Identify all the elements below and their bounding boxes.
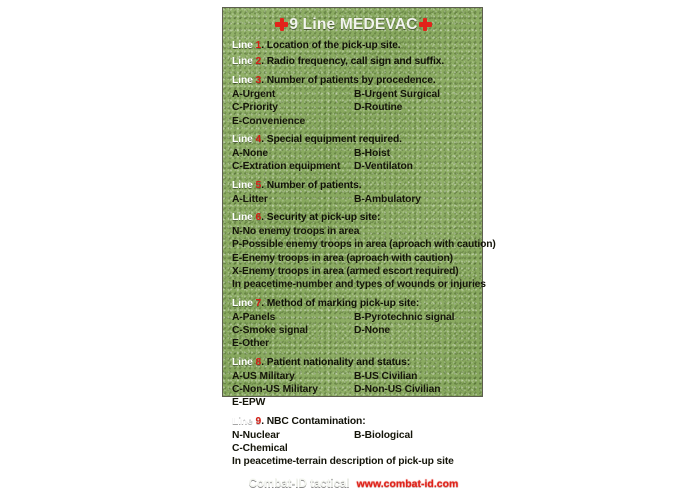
- option-row: [232, 115, 475, 128]
- option-a: N-Nuclear: [232, 429, 280, 441]
- option-single: P-Possible enemy troops in area (aproach with caution): [232, 239, 496, 251]
- option-b: D-Ventilaton: [354, 161, 413, 173]
- line-item-7: [232, 298, 475, 351]
- option-a: E-Other: [232, 338, 270, 350]
- card-footer: [232, 475, 475, 491]
- line-9-heading: [232, 416, 475, 429]
- option-a: C-Smoke signal: [232, 325, 308, 337]
- option-a: A-Litter: [232, 193, 268, 205]
- line-keyword: Line: [232, 179, 253, 191]
- line-title: . Number of patients by procedence.: [261, 75, 436, 87]
- line-keyword: Line: [232, 212, 253, 224]
- red-cross-icon-left: [275, 18, 288, 31]
- line-title: . Location of the pick-up site.: [261, 39, 401, 51]
- line-title: . NBC Contamination:: [261, 415, 366, 427]
- line-number: 3: [255, 75, 262, 87]
- red-cross-icon-right: [419, 18, 432, 31]
- option-row: [232, 396, 475, 409]
- line-item-9: [232, 416, 475, 469]
- option-row: [232, 324, 475, 337]
- line-keyword: Line: [232, 75, 253, 87]
- line-number: 7: [255, 297, 262, 309]
- line-number: 1: [255, 39, 262, 51]
- option-b: D-Routine: [354, 102, 403, 114]
- line-title: . Method of marking pick-up site:: [261, 297, 420, 309]
- footer-url[interactable]: www.combat-id.com: [356, 477, 459, 490]
- line-7-heading: [232, 298, 475, 311]
- option-row: [232, 442, 475, 455]
- option-a: A-Urgent: [232, 89, 276, 101]
- option-row: [232, 101, 475, 114]
- line-title: . Patient nationality and status:: [261, 356, 411, 368]
- line-keyword: Line: [232, 415, 253, 427]
- option-a: C-Priority: [232, 102, 278, 114]
- line-5-heading: [232, 180, 475, 193]
- option-b: [354, 396, 475, 409]
- line-6-heading: [232, 212, 475, 225]
- line-keyword: Line: [232, 56, 253, 68]
- line-item-8: [232, 357, 475, 410]
- option-row: [232, 370, 475, 383]
- line-item-5: [232, 180, 475, 206]
- line-item-6: [232, 212, 496, 292]
- line-3-heading: [232, 75, 475, 88]
- option-a: C-Extration equipment: [232, 161, 341, 173]
- line-title: . Radio frequency, call sign and suffix.: [261, 56, 445, 68]
- option-a: C-Non-US Military: [232, 384, 318, 395]
- option-b: D-Non-US Civilian: [354, 384, 441, 395]
- line-title: . Security at pick-up site:: [261, 212, 381, 224]
- option-b: B-Biological: [354, 429, 413, 441]
- line-number: 8: [255, 356, 262, 368]
- option-b: B-Hoist: [354, 148, 390, 160]
- page-title-text: 9 Line MEDEVAC: [289, 16, 418, 33]
- option-row: [232, 429, 475, 442]
- line-number: 9: [255, 415, 262, 427]
- option-row: [232, 193, 475, 206]
- line-item-1: [232, 40, 475, 53]
- footer-brand: Combat-ID tactical: [248, 477, 350, 490]
- line-title: . Number of patients.: [261, 179, 362, 191]
- option-b: [354, 337, 475, 350]
- option-b: B-US Civilian: [354, 370, 418, 382]
- option-row: [232, 383, 475, 396]
- option-single: E-Enemy troops in area (aproach with caution): [232, 252, 453, 264]
- option-a: E-EPW: [232, 397, 266, 409]
- option-row: [232, 160, 475, 173]
- option-single: In peacetime-number and types of wounds or injuries: [232, 279, 486, 291]
- option-a: A-Panels: [232, 311, 276, 323]
- page-title: [232, 17, 475, 33]
- option-b: B-Ambulatory: [354, 193, 421, 205]
- line-1-heading: [232, 40, 475, 53]
- option-a: A-US Military: [232, 370, 295, 382]
- line-keyword: Line: [232, 297, 253, 309]
- option-b: B-Urgent Surgical: [354, 89, 440, 101]
- line-number: 6: [255, 212, 262, 224]
- option-row: [232, 337, 475, 350]
- option-b: [354, 115, 475, 128]
- option-a: A-None: [232, 148, 269, 160]
- line-item-3: [232, 75, 475, 128]
- option-row: [232, 147, 475, 160]
- line-8-heading: [232, 357, 475, 370]
- option-row: [232, 88, 475, 101]
- option-a: C-Chemical: [232, 442, 288, 454]
- medevac-reference-card: [222, 7, 496, 490]
- option-b: B-Pyrotechnic signal: [354, 311, 455, 323]
- line-keyword: Line: [232, 134, 253, 146]
- line-item-4: [232, 134, 475, 174]
- line-2-heading: [232, 56, 475, 69]
- line-keyword: Line: [232, 356, 253, 368]
- option-b: D-None: [354, 325, 391, 337]
- line-number: 4: [255, 134, 262, 146]
- line-number: 5: [255, 179, 262, 191]
- line-item-2: [232, 56, 475, 69]
- option-b: [354, 442, 475, 455]
- option-row: [232, 311, 475, 324]
- line-number: 2: [255, 56, 262, 68]
- option-single: In peacetime-terrain description of pick-up site: [232, 456, 454, 468]
- line-title: . Special equipment required.: [261, 134, 402, 146]
- option-a: E-Convenience: [232, 115, 306, 127]
- line-keyword: Line: [232, 39, 253, 51]
- line-4-heading: [232, 134, 475, 147]
- option-single: N-No enemy troops in area: [232, 225, 360, 237]
- option-single: X-Enemy troops in area (armed escort required): [232, 266, 459, 278]
